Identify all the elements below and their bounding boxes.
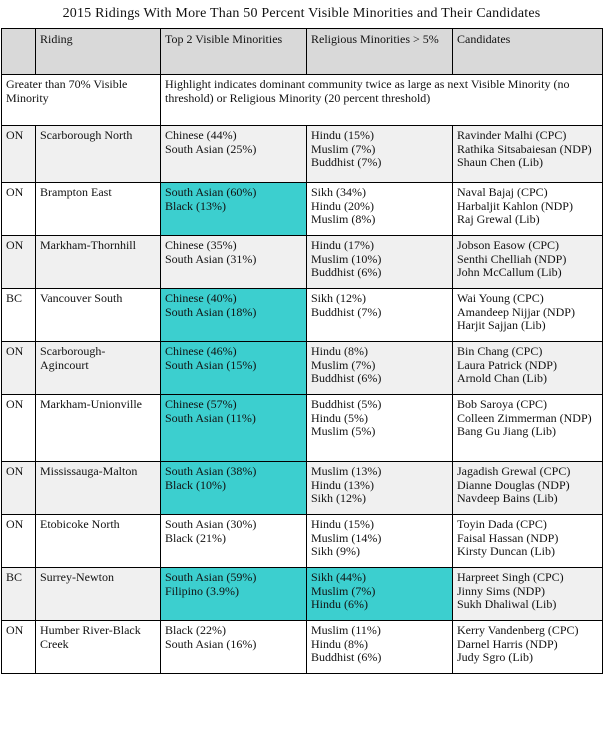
cell-line: Navdeep Bains (Lib) [457,491,558,505]
minorities-cell [161,183,307,236]
table-row [2,236,603,289]
cell-line: Muslim (8%) [311,212,376,226]
cell-line: Chinese (57%) [165,397,237,411]
religions-cell [307,621,453,674]
cell-line: Toyin Dada (CPC) [457,517,547,531]
cell-line: Bang Gu Jiang (Lib) [457,424,556,438]
riding-cell: Markham-Unionville [36,395,161,462]
cell-line: Dianne Douglas (NDP) [457,477,570,492]
cell-line: Muslim (14%) [311,530,382,545]
cell-line: Buddhist (5%) [311,397,382,411]
minorities-cell [161,515,307,568]
religions-cell [307,568,453,621]
province-cell: ON [2,236,36,289]
cell-line: Muslim (7%) [311,583,376,598]
religions-cell [307,236,453,289]
cell-line: Sikh (44%) [311,570,366,584]
candidates-cell [453,515,603,568]
cell-line: South Asian (60%) [165,185,257,199]
header-cell: Religious Minorities > 5% [307,29,453,75]
province-cell: ON [2,395,36,462]
minorities-cell [161,126,307,183]
cell-line: Colleen Zimmerman (NDP) [457,410,592,425]
riding-cell: Humber River-Black Creek [36,621,161,674]
riding-cell: Scarborough North [36,126,161,183]
cell-line: Laura Patrick (NDP) [457,357,557,372]
province-cell: ON [2,342,36,395]
cell-line: Harpreet Singh (CPC) [457,570,564,584]
cell-line: Wai Young (CPC) [457,291,544,305]
minorities-cell [161,236,307,289]
cell-line: Hindu (8%) [311,344,368,358]
candidates-cell [453,236,603,289]
cell-line: Buddhist (6%) [311,650,382,664]
religions-cell [307,462,453,515]
cell-line: Black (22%) [165,623,226,637]
cell-line: Muslim (10%) [311,251,382,266]
province-cell: ON [2,462,36,515]
cell-line: Hindu (13%) [311,477,374,492]
province-cell: BC [2,289,36,342]
cell-line: Jagadish Grewal (CPC) [457,464,571,478]
table-row [2,568,603,621]
candidates-cell [453,395,603,462]
cell-line: Rathika Sitsabaiesan (NDP) [457,141,592,156]
cell-line: South Asian (59%) [165,570,257,584]
cell-line: Hindu (15%) [311,128,374,142]
cell-line: South Asian (11%) [165,410,256,425]
table-row [2,183,603,236]
table-row [2,126,603,183]
cell-line: Kirsty Duncan (Lib) [457,544,555,558]
cell-line: South Asian (16%) [165,636,257,651]
cell-line: South Asian (25%) [165,141,257,156]
cell-line: Bin Chang (CPC) [457,344,543,358]
minorities-cell [161,289,307,342]
cell-line: Muslim (5%) [311,424,376,438]
cell-line: Naval Bajaj (CPC) [457,185,548,199]
header-row [2,29,603,75]
ridings-table [1,28,603,674]
minorities-cell [161,342,307,395]
riding-cell [36,342,161,395]
riding-cell: Mississauga-Malton [36,462,161,515]
riding-cell: Vancouver South [36,289,161,342]
cell-line: Chinese (35%) [165,238,237,252]
cell-line: Harbaljit Kahlon (NDP) [457,198,573,213]
candidates-cell [453,568,603,621]
riding-name: Scarborough-Agincourt [40,344,106,372]
candidates-cell [453,289,603,342]
cell-line: Jobson Easow (CPC) [457,238,560,252]
cell-line: Sikh (34%) [311,185,366,199]
cell-line: Chinese (44%) [165,128,237,142]
header-cell [2,29,36,75]
cell-line: Darnel Harris (NDP) [457,636,558,651]
religions-cell [307,395,453,462]
cell-line: Hindu (15%) [311,517,374,531]
table-row [2,342,603,395]
religions-cell [307,183,453,236]
minorities-cell [161,621,307,674]
province-cell: ON [2,621,36,674]
cell-line: South Asian (18%) [165,304,257,319]
candidates-cell [453,183,603,236]
cell-line: Sikh (12%) [311,491,366,505]
cell-line: Ravinder Malhi (CPC) [457,128,567,142]
minorities-cell [161,395,307,462]
cell-line: Hindu (17%) [311,238,374,252]
cell-line: Muslim (7%) [311,141,376,156]
candidates-cell [453,462,603,515]
cell-line: Filipino (3.9%) [165,583,239,598]
cell-line: Muslim (7%) [311,357,376,372]
cell-line: Hindu (8%) [311,636,368,651]
candidates-cell [453,126,603,183]
cell-line: Shaun Chen (Lib) [457,155,543,169]
cell-line: Amandeep Nijjar (NDP) [457,304,575,319]
cell-line: Senthi Chelliah (NDP) [457,251,567,266]
table-title: 2015 Ridings With More Than 50 Percent Visible Minorities and Their Candidates [62,6,541,21]
religions-cell [307,515,453,568]
cell-line: South Asian (30%) [165,517,257,531]
cell-line: Sikh (9%) [311,544,360,558]
riding-cell: Surrey-Newton [36,568,161,621]
province-cell: ON [2,183,36,236]
table-row [2,515,603,568]
minorities-cell [161,462,307,515]
cell-line: Harjit Sajjan (Lib) [457,318,546,332]
religions-cell [307,126,453,183]
cell-line: Sikh (12%) [311,291,366,305]
cell-line: Muslim (13%) [311,464,382,478]
province-cell: ON [2,126,36,183]
cell-line: Kerry Vandenberg (CPC) [457,623,579,637]
cell-line: Hindu (20%) [311,198,374,213]
cell-line: South Asian (15%) [165,357,257,372]
header-cell: Candidates [453,29,603,75]
province-cell: BC [2,568,36,621]
minorities-cell [161,568,307,621]
table-row [2,462,603,515]
cell-line: Muslim (11%) [311,623,381,637]
header-cell: Top 2 Visible Minorities [161,29,307,75]
header-cell: Riding [36,29,161,75]
candidates-cell [453,621,603,674]
riding-cell: Brampton East [36,183,161,236]
riding-cell: Markham-Thornhill [36,236,161,289]
cell-line: Jinny Sims (NDP) [457,583,546,598]
cell-line: Black (21%) [165,530,226,545]
cell-line: Black (10%) [165,477,226,492]
table-row [2,289,603,342]
cell-line: Buddhist (7%) [311,304,382,319]
cell-line: Hindu (6%) [311,597,368,611]
cell-line: South Asian (38%) [165,464,257,478]
cell-line: South Asian (31%) [165,251,257,266]
province-cell: ON [2,515,36,568]
cell-line: Arnold Chan (Lib) [457,371,547,385]
cell-line: Buddhist (6%) [311,265,382,279]
religions-cell [307,289,453,342]
religions-cell [307,342,453,395]
cell-line: Chinese (46%) [165,344,237,358]
legend-row [2,75,603,126]
cell-line: Faisal Hassan (NDP) [457,530,559,545]
cell-line: Buddhist (6%) [311,371,382,385]
legend-right: Highlight indicates dominant community twice as large as next Visible Minority (no threshold) or Religious Minority (20 percent threshold) [161,75,603,126]
cell-line: Raj Grewal (Lib) [457,212,540,226]
cell-line: Hindu (5%) [311,410,368,425]
riding-cell: Etobicoke North [36,515,161,568]
cell-line: Sukh Dhaliwal (Lib) [457,597,557,611]
table-row [2,621,603,674]
candidates-cell [453,342,603,395]
cell-line: Bob Saroya (CPC) [457,397,547,411]
cell-line: Judy Sgro (Lib) [457,650,533,664]
cell-line: Black (13%) [165,198,226,213]
cell-line: John McCallum (Lib) [457,265,562,279]
legend-left: Greater than 70% Visible Minority [2,75,161,126]
cell-line: Buddhist (7%) [311,155,382,169]
cell-line: Chinese (40%) [165,291,237,305]
table-row [2,395,603,462]
